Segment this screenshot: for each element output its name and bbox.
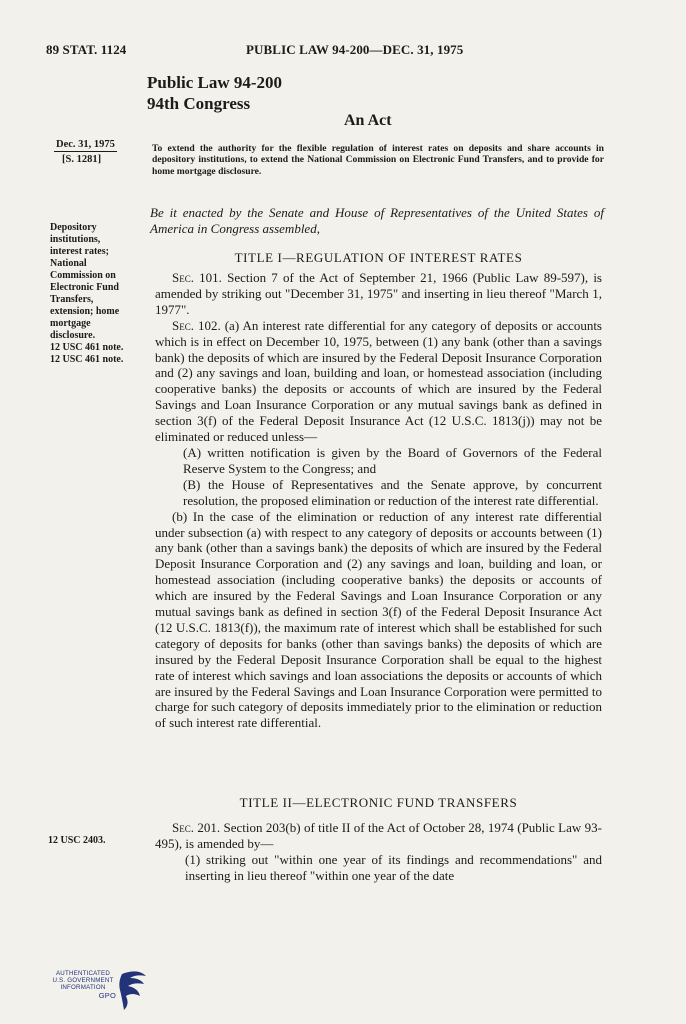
- section-201-text: 201. Section 203(b) of title II of the Act of October 28, 1974 (Public Law 93-495), is amended by—: [155, 820, 602, 851]
- margin-line: interest rates;: [50, 246, 109, 257]
- page-number: 89 STAT. 1124: [46, 42, 127, 57]
- gpo-authentication-logo: [50, 968, 160, 1018]
- section-101-text: 101. Section 7 of the Act of September 21, 1966 (Public Law 89-597), is amended by striking out "December 31, 1975" and inserting in lieu thereof "March 1, 1977".: [155, 270, 602, 317]
- margin-usc: 12 USC 461 note.: [50, 342, 124, 353]
- margin-line: extension; home: [50, 306, 120, 317]
- logo-line: AUTHENTICATED: [55, 970, 111, 977]
- margin-line: Electronic Fund: [50, 282, 119, 293]
- section-102a-B: (B) the House of Representatives and the Senate approve, by concurrent resolution, the proposed elimination or reduction of the interest rate differential.: [183, 476, 602, 508]
- section-102a-A: (A) written notification is given by the Board of Governors of the Federal Reserve System to the Congress; and: [183, 444, 602, 476]
- enacting-clause: Be it enacted by the Senate and House of Representatives of the United States of America in Congress assembled,: [150, 205, 604, 236]
- act-title: An Act: [344, 112, 392, 129]
- section-102a-text: 102. (a) An interest rate differential for any category of deposits or accounts which is in effect on December 10, 1975, between (1) any bank (other than a savings bank) the deposits of which are insured by the Federal Deposit Insurance Corporation and (2) any savings and loan, building and loan, or homestead association (including cooperative banks) the deposits or accounts of which are insured by the Federal Savings and Loan Insurance Corporation or any mutual savings bank as defined in section 3(f) of the Federal Deposit Insurance Act (12 U.S.C. 1813(j)) may not be eliminated or reduced unless—: [155, 317, 602, 445]
- section-102a: [155, 318, 602, 445]
- logo-line: INFORMATION: [60, 984, 106, 991]
- title-2-heading: TITLE II—ELECTRONIC FUND TRANSFERS: [239, 795, 518, 810]
- margin-line: National: [50, 258, 87, 269]
- margin-line: disclosure.: [50, 330, 96, 341]
- eagle-emblem-icon: [118, 968, 150, 1012]
- sec-label: Sec.: [172, 820, 194, 835]
- margin-line: Transfers,: [50, 294, 94, 305]
- margin-usc: 12 USC 461 note.: [50, 354, 124, 365]
- sec-label: Sec.: [172, 317, 194, 333]
- title-1-heading: TITLE I—REGULATION OF INTEREST RATES: [234, 250, 523, 265]
- title-1-body: [155, 270, 602, 731]
- sec-label: Sec.: [172, 270, 194, 285]
- margin-line: mortgage: [50, 318, 91, 329]
- margin-line: institutions,: [50, 234, 101, 245]
- margin-bill: [S. 1281]: [62, 154, 102, 165]
- section-101: [155, 270, 602, 318]
- section-201-1: (1) striking out "within one year of its findings and recommendations" and inserting in lieu thereof "within one year of the date: [185, 851, 602, 883]
- section-102b: (b) In the case of the elimination or reduction of any interest rate differential under subsection (a) with respect to any category of deposits or accounts between (1) any bank (other than a savings bank) the deposits of which are insured by the Federal Deposit Insurance Corporation and (2) any savings and loan, building and loan, or homestead association (including cooperative banks) the deposits or accounts of which are insured by the Federal Savings and Loan Insurance Corporation or any mutual savings bank as defined in section 3(f) of the Federal Deposit Insurance Act (12 U.S.C. 1813(f)), the maximum rate of interest which shall be established for such category of deposits for banks (other than savings banks) the deposits of which are insured by the Federal Deposit Insurance Corporation shall be equal to the highest rate of interest which savings and loan associations the deposits or accounts of which are insured by the Federal Savings and Loan Insurance Corporation were permitted to charge for such category of deposits immediately prior to the elimination or reduction of such interest rate differential.: [155, 508, 602, 731]
- act-summary: To extend the authority for the flexible regulation of interest rates on deposits and share accounts in depository institutions, to extend the National Commission on Electronic Fund Transfers, and to provide for home mortgage disclosure.: [152, 143, 604, 177]
- margin-line: Depository: [50, 222, 97, 233]
- margin-subject: [50, 222, 140, 366]
- logo-gpo-text: GPO: [98, 991, 116, 1000]
- congress: 94th Congress: [147, 94, 251, 113]
- law-number: Public Law 94-200: [147, 73, 283, 92]
- margin-date: Dec. 31, 1975: [56, 139, 115, 150]
- margin-usc-2403: 12 USC 2403.: [48, 835, 106, 846]
- title-2-body: [155, 820, 602, 884]
- running-head: PUBLIC LAW 94-200—DEC. 31, 1975: [246, 42, 464, 57]
- margin-line: Commission on: [50, 270, 116, 281]
- logo-line: U.S. GOVERNMENT: [52, 977, 114, 984]
- section-201: [155, 820, 602, 852]
